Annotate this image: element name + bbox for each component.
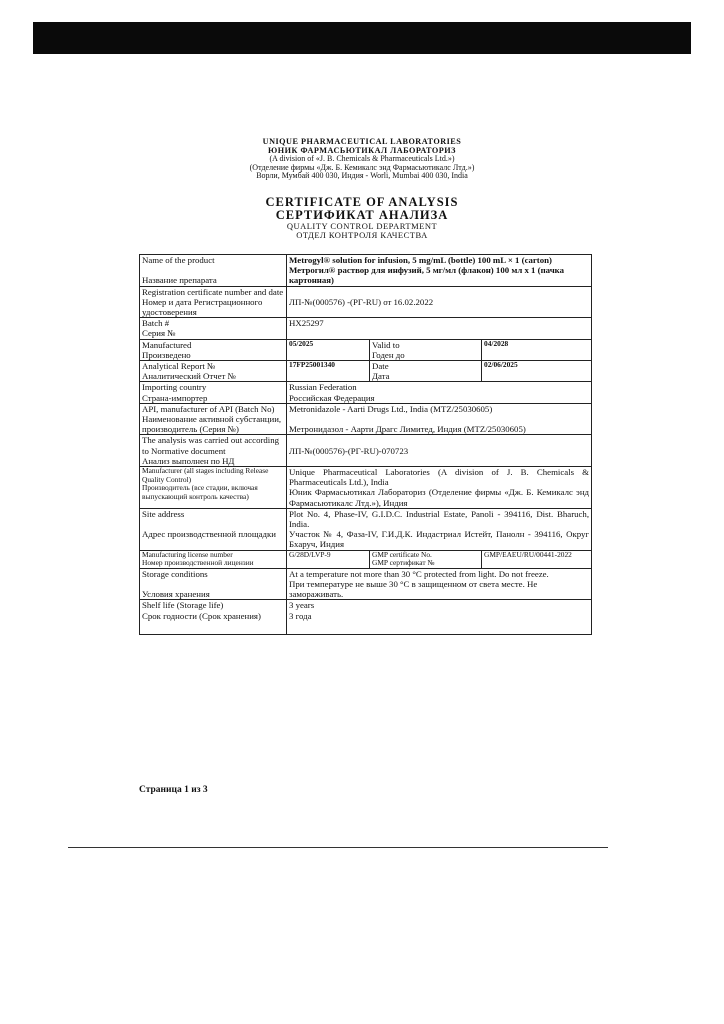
gmp-value: GMP/EAEU/RU/00441-2022 — [482, 550, 592, 568]
shelf-life-label: Shelf life (Storage life) Срок годности (Срок хранения) — [140, 600, 287, 635]
manufacturer-value: Unique Pharmaceutical Laboratories (A division of J. B. Chemicals & Pharmaceuticals Ltd.), India Юник Фармасьютикал Лабораториз (Отделение фирмы «Дж. Б. Кемикалс энд Фармасьютикалс Лтд.»), Индия — [287, 467, 592, 509]
table-row-report — [140, 361, 592, 382]
api-label: API, manufacturer of API (Batch No) Наименование активной субстанции, производитель (Серия №) — [140, 403, 287, 435]
api-value: Metronidazole - Aarti Drugs Ltd., India (MTZ/25030605) Метронидазол - Аарти Драгс Лимитед, Индия (MTZ/25030605) — [287, 403, 592, 435]
date-value: 02/06/2025 — [482, 361, 592, 382]
company-address: Ворли, Мумбай 400 030, Индия - Worli, Mumbai 400 030, India — [256, 171, 468, 181]
batch-label: Batch # Серия № — [140, 318, 287, 339]
table-row-site-address — [140, 508, 592, 550]
analysis-table — [139, 254, 592, 635]
top-black-bar — [33, 22, 691, 54]
storage-label: Storage conditions Условия хранения — [140, 568, 287, 600]
normative-document-value: ЛП-№(000576)-(РГ-RU)-070723 — [287, 435, 592, 467]
certificate-title-en: CERTIFICATE OF ANALYSIS — [265, 195, 459, 209]
table-row-manufactured — [140, 339, 592, 360]
license-label: Manufacturing license number Номер производственной лицензии — [140, 550, 287, 568]
manufactured-label: Manufactured Произведено — [140, 339, 287, 360]
site-address-label: Site address Адрес производственной площадки — [140, 508, 287, 550]
table-row-api — [140, 403, 592, 435]
table-row-batch — [140, 318, 592, 339]
certificate-title-ru: СЕРТИФИКАТ АНАЛИЗА — [275, 208, 449, 222]
company-division-ru: (Отделение фирмы «Дж. Б. Кемикалс энд Фармасьютикалс Лтд.») — [249, 162, 475, 172]
site-address-value: Plot No. 4, Phase-IV, G.I.D.C. Industrial Estate, Panoli - 394116, Dist. Bharuch, India. Участок № 4, Фаза-IV, Г.И.Д.К. Индастриал Истейт, Панолн - 394116, Округ Бхаруч, Индия — [287, 508, 592, 550]
department-ru: ОТДЕЛ КОНТРОЛЯ КАЧЕСТВА — [296, 230, 428, 240]
report-label: Analytical Report № Аналитический Отчет № — [140, 361, 287, 382]
table-row-registration — [140, 286, 592, 318]
company-name-ru: ЮНИК ФАРМАСЬЮТИКАЛ ЛАБОРАТОРИЗ — [268, 145, 456, 155]
registration-label: Registration certificate number and date Номер и дата Регистрационного удостоверения — [140, 286, 287, 318]
page-number: Страница 1 из 3 — [139, 785, 208, 795]
table-row-shelf-life — [140, 600, 592, 635]
valid-to-value: 04/2028 — [482, 339, 592, 360]
table-row-manufacturer — [140, 467, 592, 509]
department-en: QUALITY CONTROL DEPARTMENT — [286, 221, 438, 231]
valid-to-label: Valid to Годен до — [370, 339, 482, 360]
license-value: G/28D/LVP-9 — [287, 550, 370, 568]
certificate-title-block — [0, 196, 724, 240]
gmp-label: GMP certificate No. GMP сертификат № — [370, 550, 482, 568]
date-label: Date Дата — [370, 361, 482, 382]
registration-value: ЛП-№(000576) -(РГ-RU) от 16.02.2022 — [287, 286, 592, 318]
importing-country-label: Importing country Страна-импортер — [140, 382, 287, 403]
product-label: Name of the product Название препарата — [140, 255, 287, 287]
table-row-normative-document — [140, 435, 592, 467]
table-row-license — [140, 550, 592, 568]
company-header — [0, 138, 724, 181]
batch-value: HX25297 — [287, 318, 592, 339]
manufacturer-label: Manufacturer (all stages including Release Quality Control) Производитель (все стадии, включая выпускающий контроль качества) — [140, 467, 287, 509]
table-row-product — [140, 255, 592, 287]
product-value: Metrogyl® solution for infusion, 5 mg/mL (bottle) 100 mL × 1 (carton) Метрогил® раствор для инфузий, 5 мг/мл (флакон) 100 мл х 1 (пачка картонная) — [287, 255, 592, 287]
company-name-en: UNIQUE PHARMACEUTICAL LABORATORIES — [262, 137, 462, 146]
table-row-storage — [140, 568, 592, 600]
footer-divider — [68, 847, 608, 848]
storage-value: At a temperature not more than 30 °C protected from light. Do not freeze. При температуре не выше 30 °С в защищенном от света месте. Не замораживать. — [287, 568, 592, 600]
table-row-importing-country — [140, 382, 592, 403]
manufactured-value: 05/2025 — [287, 339, 370, 360]
shelf-life-value: 3 years 3 года — [287, 600, 592, 635]
normative-document-label: The analysis was carried out according to Normative document Анализ выполнен по НД — [140, 435, 287, 467]
importing-country-value: Russian Federation Российская Федерация — [287, 382, 592, 403]
company-division-en: (A division of «J. B. Chemicals & Pharmaceuticals Ltd.») — [269, 154, 455, 164]
report-value: 17FP25001340 — [287, 361, 370, 382]
